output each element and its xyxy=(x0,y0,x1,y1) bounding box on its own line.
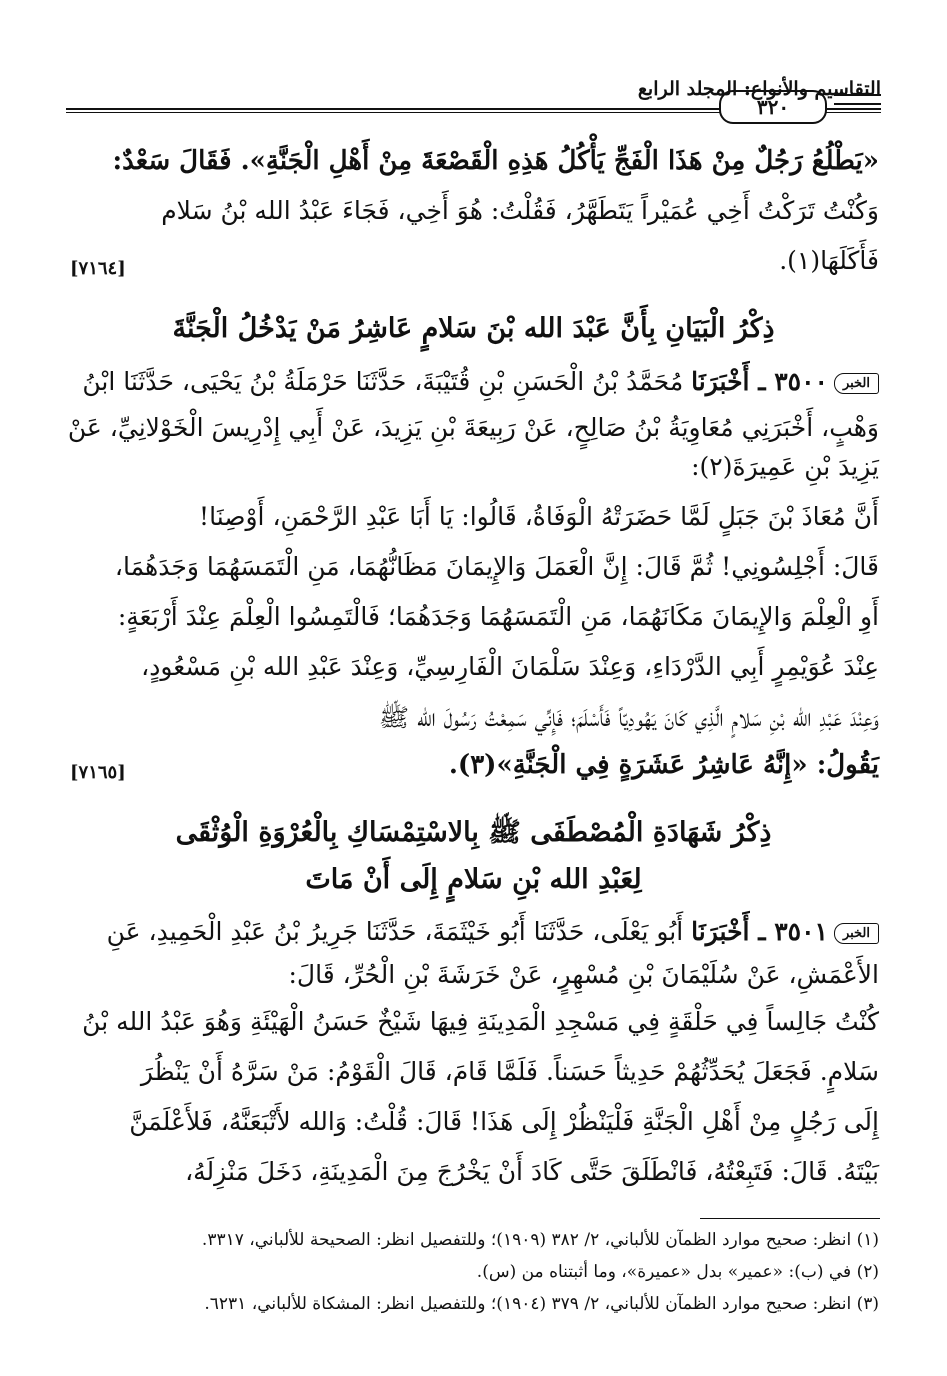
hadith-3501-matn-line-2: سَلامٍ. فَجَعَلَ يُحَدِّثُهُمْ حَدِيثاً حَسَناً. فَلَمَّا قَامَ، قَالَ الْقَوْمُ: مَنْ سَرَّهُ أَنْ يَنْظُرَ xyxy=(140,1057,879,1086)
footnote-3: (٣) انظر: صحيح موارد الظمآن للألباني، ٢/ ٣٧٩ (١٩٠٤)؛ وللتفصيل انظر: المشكاة للألباني، ٦٢٣١. xyxy=(204,1294,879,1314)
hadith-number-3501: ٣٥٠١ ـ أَخْبَرَنَا xyxy=(691,917,828,946)
hadith-reference-7165: [٧١٦٥] xyxy=(70,762,126,783)
hadith-3500-isnad-line-2: وَهْبٍ، أَخْبَرَنِي مُعَاوِيَةُ بْنُ صَالِحٍ، عَنْ رَبِيعَةَ بْنِ يَزِيدَ، عَنْ أَبِي إِدْرِيسَ الْخَوْلانِيِّ، عَنْ xyxy=(67,413,879,442)
footnote-2: (٢) في (ب): «عمير» بدل «عميرة»، وما أثبتناه من (س). xyxy=(476,1262,879,1282)
hadith-3500-matn-line-2: قَالَ: أَجْلِسُونِي! ثُمَّ قَالَ: إِنَّ الْعَمَلَ وَالإِيمَانَ مَظَانُّهُمَا، مَنِ الْتَمَسَهُمَا وَجَدَهُمَا، xyxy=(114,552,879,581)
hadith-3501-matn-line-4: بَيْتَهُ. قَالَ: فَتَبِعْتُهُ، فَانْطَلَقَ حَتَّى كَادَ أَنْ يَخْرُجَ مِنَ الْمَدِينَةِ، دَخَلَ مَنْزِلَهُ، xyxy=(185,1157,879,1186)
hadith-number-3500: ٣٥٠٠ ـ أَخْبَرَنَا xyxy=(691,367,828,396)
hadith-3500-matn-line-4: عِنْدَ عُوَيْمِرٍ أَبِي الدَّرْدَاءِ، وَعِنْدَ سَلْمَانَ الْفَارِسِيِّ، وَعِنْدَ عَبْدِ الله بْنِ مَسْعُودٍ، xyxy=(141,652,879,681)
hadith-3500-matn-line-5: وَعِنْدَ عَبْدِ الله بْنِ سَلامٍ الَّذِي كَانَ يَهُودِيّاً فَأَسْلَمَ؛ فَإِنِّي سَمِعْتُ رَسُولَ الله ﷺ xyxy=(378,703,879,732)
hadith-3500-isnad-line-1 xyxy=(67,367,879,396)
running-title: التقاسيم والأنواع: المجلد الرابع xyxy=(637,78,881,100)
hadith-reference-7164: [٧١٦٤] xyxy=(70,258,126,279)
isnad-text: مُحَمَّدُ بْنُ الْحَسَنِ بْنِ قُتَيْبَةَ، حَدَّثَنَا حَرْمَلَةُ بْنُ يَحْيَى، حَدَّثَنَا ابْنُ xyxy=(82,367,684,396)
khabar-marker-icon: الخبر xyxy=(834,923,879,944)
hadith-3501-isnad-line-1 xyxy=(67,917,879,946)
section-heading-1: ذِكْرُ الْبَيَانِ بِأَنَّ عَبْدَ الله بْنَ سَلامٍ عَاشِرُ مَنْ يَدْخُلُ الْجَنَّةَ xyxy=(172,313,775,344)
isnad-text: أَبُو يَعْلَى، حَدَّثَنَا أَبُو خَيْثَمَةَ، حَدَّثَنَا جَرِيرُ بْنُ عَبْدِ الْحَمِيدِ، عَنِ xyxy=(106,917,684,946)
prev-hadith-line-2: وَكُنْتُ تَرَكْتُ أَخِي عُمَيْراً يَتَطَهَّرُ، فَقُلْتُ: هُوَ أَخِي، فَجَاءَ عَبْدُ الله بْنُ سَلام xyxy=(161,196,879,225)
khabar-marker-icon: الخبر xyxy=(834,373,879,394)
hadith-3500-matn-line-1: أَنَّ مُعَاذَ بْنَ جَبَلٍ لَمَّا حَضَرَتْهُ الْوَفَاةُ، قَالُوا: يَا أَبَا عَبْدِ الرَّحْمَنِ، أَوْصِنَا! xyxy=(199,502,879,531)
prev-hadith-line-3: فَأَكَلَهَا(١). xyxy=(779,246,879,275)
hadith-3500-matn-line-6: يَقُولُ: «إِنَّهُ عَاشِرُ عَشَرَةٍ فِي الْجَنَّةِ»(٣). xyxy=(448,750,879,780)
hadith-3501-isnad-line-2: الأَعْمَشِ، عَنْ سُلَيْمَانَ بْنِ مُسْهِرٍ، عَنْ خَرَشَةَ بْنِ الْحُرِّ، قَالَ: xyxy=(288,960,879,989)
hadith-3501-matn-line-1: كُنْتُ جَالِساً فِي حَلْقَةٍ فِي مَسْجِدِ الْمَدِينَةِ فِيهَا شَيْخٌ حَسَنُ الْهَيْئَةِ وَهُوَ عَبْدُ الله بْنُ xyxy=(82,1007,879,1036)
section-heading-2-line-2: لِعَبْدِ الله بْنِ سَلامٍ إِلَى أَنْ مَاتَ xyxy=(305,864,642,895)
page-header xyxy=(66,72,881,119)
footnote-1: (١) انظر: صحيح موارد الظمآن للألباني، ٢/ ٣٨٢ (١٩٠٩)؛ وللتفصيل انظر: الصحيحة للألباني، ٣٣١٧. xyxy=(201,1230,879,1250)
page-number: ٣٢٠ xyxy=(719,90,827,124)
hadith-3501-matn-line-3: إِلَى رَجُلٍ مِنْ أَهْلِ الْجَنَّةِ فَلْيَنْظُرْ إِلَى هَذَا! قَالَ: قُلْتُ: وَالله لأَتْبَعَنَّهُ، فَلأَعْلَمَنَّ xyxy=(129,1107,879,1136)
section-heading-2-line-1: ذِكْرُ شَهَادَةِ الْمُصْطَفَى ﷺ بِالاسْتِمْسَاكِ بِالْعُرْوَةِ الْوُثْقَى xyxy=(175,817,772,848)
footnote-divider xyxy=(700,1218,880,1219)
hadith-3500-isnad-line-3: يَزِيدَ بْنِ عَمِيرَةَ(٢): xyxy=(691,452,879,481)
prev-hadith-line-1: «يَطْلُعُ رَجُلٌ مِنْ هَذَا الْفَجِّ يَأْكُلُ هَذِهِ الْقَصْعَةَ مِنْ أَهْلِ الْجَنَّةِ». فَقَالَ سَعْدٌ: xyxy=(112,146,879,176)
hadith-3500-matn-line-3: أَوِ الْعِلْمَ وَالإِيمَانَ مَكَانَهُمَا، مَنِ الْتَمَسَهُمَا وَجَدَهُمَا؛ فَالْتَمِسُوا الْعِلْمَ عِنْدَ أَرْبَعَةٍ: xyxy=(117,602,879,631)
